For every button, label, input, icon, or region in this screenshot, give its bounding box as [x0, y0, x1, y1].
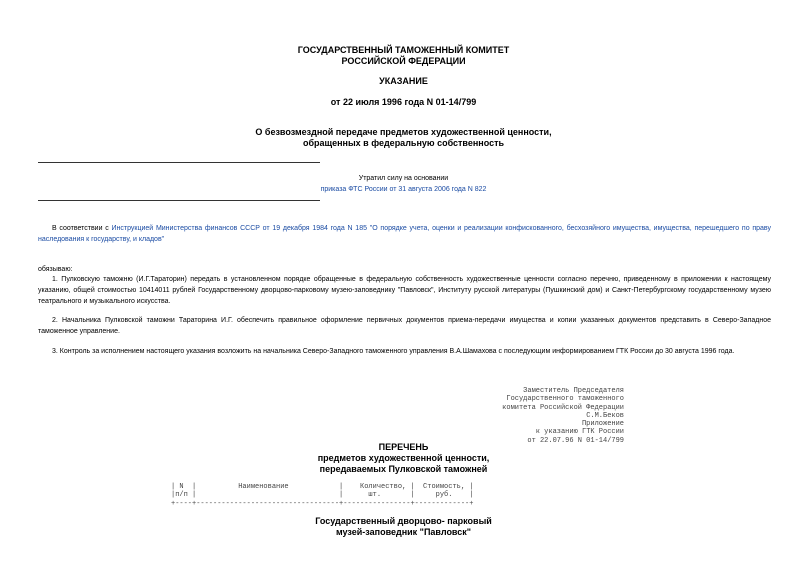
museum-heading-line1: Государственный дворцово- парковый — [315, 516, 492, 526]
status-note: Утратил силу на основании — [358, 175, 449, 182]
paragraph-3: 3. Контроль за исполнением настоящего указания возложить на начальника Северо-Западного таможенного управления В.А.Шамахова с последующим информированием ГТК России до 30 августа 1996 года. — [52, 348, 735, 355]
table-header-row: | N | Наименование | Количество, | Стоимость, | — [171, 483, 474, 491]
museum-heading-line2: музей-заповедник "Павловск" — [335, 527, 472, 537]
signature-line: Государственного таможенного — [506, 395, 624, 404]
instruction-link[interactable]: Инструкцией Министерства финансов СССР от 19 декабря 1984 года N 185 "О порядке учета, оценки и реализации конфискованного, бесхозяйного имущества, имущества, перешедшего по праву наследования к государству, и кладов" — [38, 225, 772, 243]
org-name-line1: ГОСУДАРСТВЕННЫЙ ТАМОЖЕННЫЙ КОМИТЕТ — [297, 45, 510, 55]
signature-block — [462, 387, 624, 420]
table-header — [171, 483, 473, 508]
org-name-line2: РОССИЙСКОЙ ФЕДЕРАЦИИ — [341, 56, 466, 66]
appendix-line: от 22.07.96 N 01-14/799 — [527, 436, 624, 445]
table-header-divider: +----+----------------------------------+----------------+-------------+ — [171, 499, 474, 508]
status-note-link-wrap — [0, 186, 807, 193]
obligate-line: обязываю: — [38, 266, 73, 273]
list-subtitle-line1: предметов художественной ценности, — [317, 453, 490, 463]
paragraph-2: 2. Начальника Пулковской таможни Тараторина И.Г. обеспечить правильное оформление первичных документов приема-передачи имущества и копии указанных документов представить в Северо-Западное таможенное управление. — [38, 317, 771, 335]
paragraph-1: 1. Пулковскую таможню (И.Г.Тараторин) передать в установленном порядке обращенные в федеральную собственность художественные ценности согласно перечню, приведенному в приложении к настоящему указанию, общей стоимостью 10414011 рублей Государственному дворцово-парковому музею-заповеднику "Павловск", Институту русской литературы (Пушкинский дом) и Санкт-Петербургскому государственному музею театрального и музыкального искусства. — [38, 276, 771, 305]
repeal-order-link[interactable]: приказа ФТС России от 31 августа 2006 года N 822 — [320, 186, 487, 193]
document-title-line1: О безвозмездной передаче предметов художественной ценности, — [255, 127, 552, 137]
document-date: от 22 июля 1996 года N 01-14/799 — [330, 97, 477, 107]
appendix-line: к указанию ГТК России — [535, 428, 624, 437]
list-subtitle-line2: передаваемых Пулковской таможней — [319, 464, 488, 474]
signature-line: комитета Российской Федерации — [502, 403, 624, 412]
separator-line-bottom — [38, 200, 320, 201]
document-title-line2: обращенных в федеральную собственность — [302, 138, 505, 148]
appendix-line: Приложение — [581, 420, 624, 428]
list-title: ПЕРЕЧЕНЬ — [378, 442, 429, 452]
intro-prefix: В соответствии с — [52, 225, 112, 232]
intro-paragraph — [38, 223, 771, 245]
separator-line-top — [38, 162, 320, 163]
table-header-row: |п/п | | шт. | руб. | — [171, 491, 474, 500]
document-type: УКАЗАНИЕ — [379, 76, 428, 86]
signature-line: Заместитель Председателя — [523, 387, 624, 395]
signature-name: С.М.Беков — [586, 411, 624, 420]
